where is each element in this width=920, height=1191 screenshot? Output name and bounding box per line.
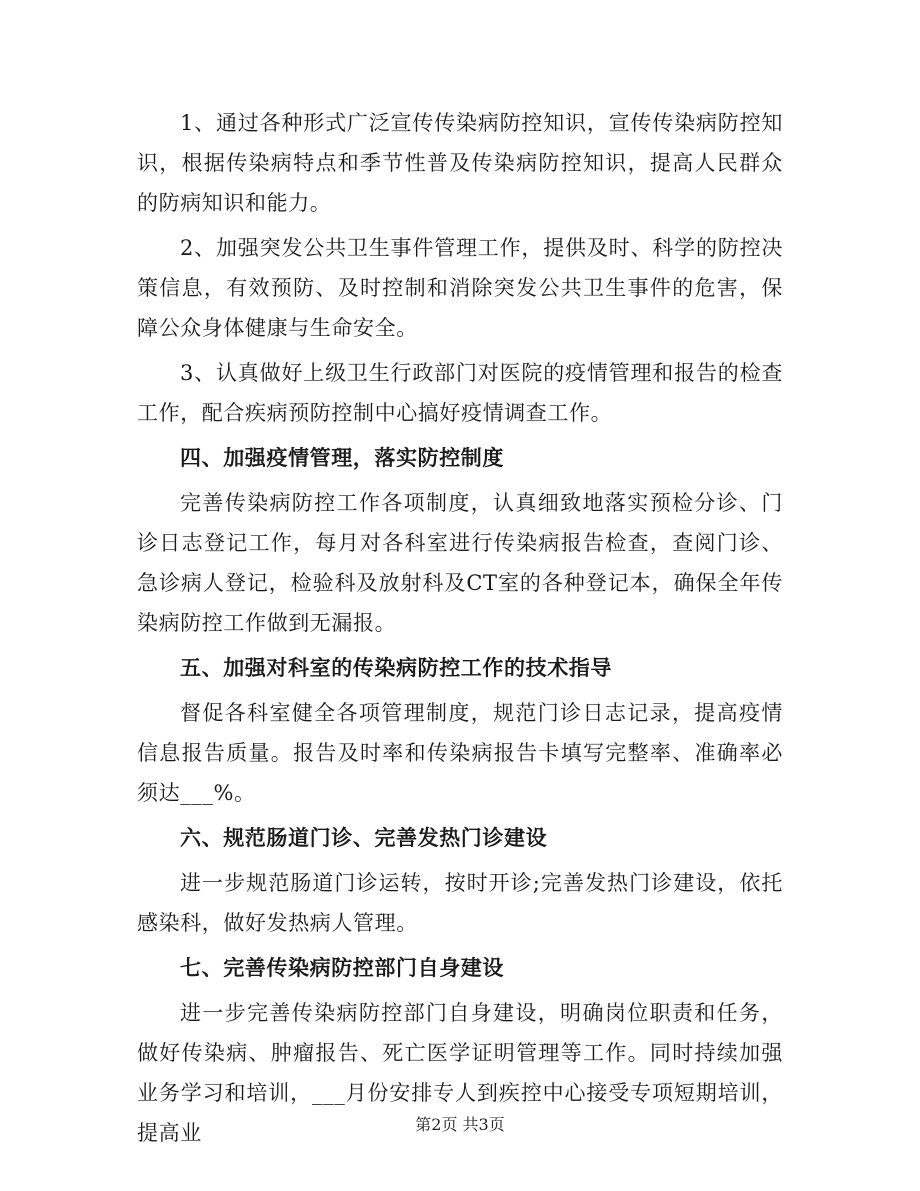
paragraph-7: 进一步完善传染病防控部门自身建设，明确岗位职责和任务，做好传染病、肿瘤报告、死亡医学证明管理等工作。同时持续加强业务学习和培训，___月份安排专人到疾控中心接受专项短期培训，提高业 bbox=[137, 1001, 783, 1145]
paragraph-3: 3、认真做好上级卫生行政部门对医院的疫情管理和报告的检查工作，配合疾病预防控制中心搞好疫情调查工作。 bbox=[137, 361, 783, 425]
section-heading-7: 七、完善传染病防控部门自身建设 bbox=[180, 956, 504, 980]
document-body bbox=[137, 103, 783, 1158]
section-heading-4: 四、加强疫情管理，落实防控制度 bbox=[180, 446, 504, 470]
paragraph-4: 完善传染病防控工作各项制度，认真细致地落实预检分诊、门诊日志登记工作，每月对各科室进行传染病报告检查，查阅门诊、急诊病人登记，检验科及放射科及CT室的各种登记本，确保全年传染病防控工作做到无漏报。 bbox=[137, 491, 783, 635]
page-number-footer: 第2页 共3页 bbox=[415, 1115, 505, 1134]
paragraph-1: 1、通过各种形式广泛宣传传染病防控知识，宣传传染病防控知识，根据传染病特点和季节性普及传染病防控知识，提高人民群众的防病知识和能力。 bbox=[137, 111, 783, 215]
section-heading-6: 六、规范肠道门诊、完善发热门诊建设 bbox=[180, 826, 548, 850]
paragraph-2: 2、加强突发公共卫生事件管理工作，提供及时、科学的防控决策信息，有效预防、及时控制和消除突发公共卫生事件的危害，保障公众身体健康与生命安全。 bbox=[137, 236, 783, 340]
section-heading-5: 五、加强对科室的传染病防控工作的技术指导 bbox=[180, 656, 612, 680]
paragraph-5: 督促各科室健全各项管理制度，规范门诊日志记录，提高疫情信息报告质量。报告及时率和传染病报告卡填写完整率、准确率必须达___%。 bbox=[137, 701, 783, 805]
paragraph-6: 进一步规范肠道门诊运转，按时开诊;完善发热门诊建设，依托感染科，做好发热病人管理。 bbox=[137, 871, 783, 935]
